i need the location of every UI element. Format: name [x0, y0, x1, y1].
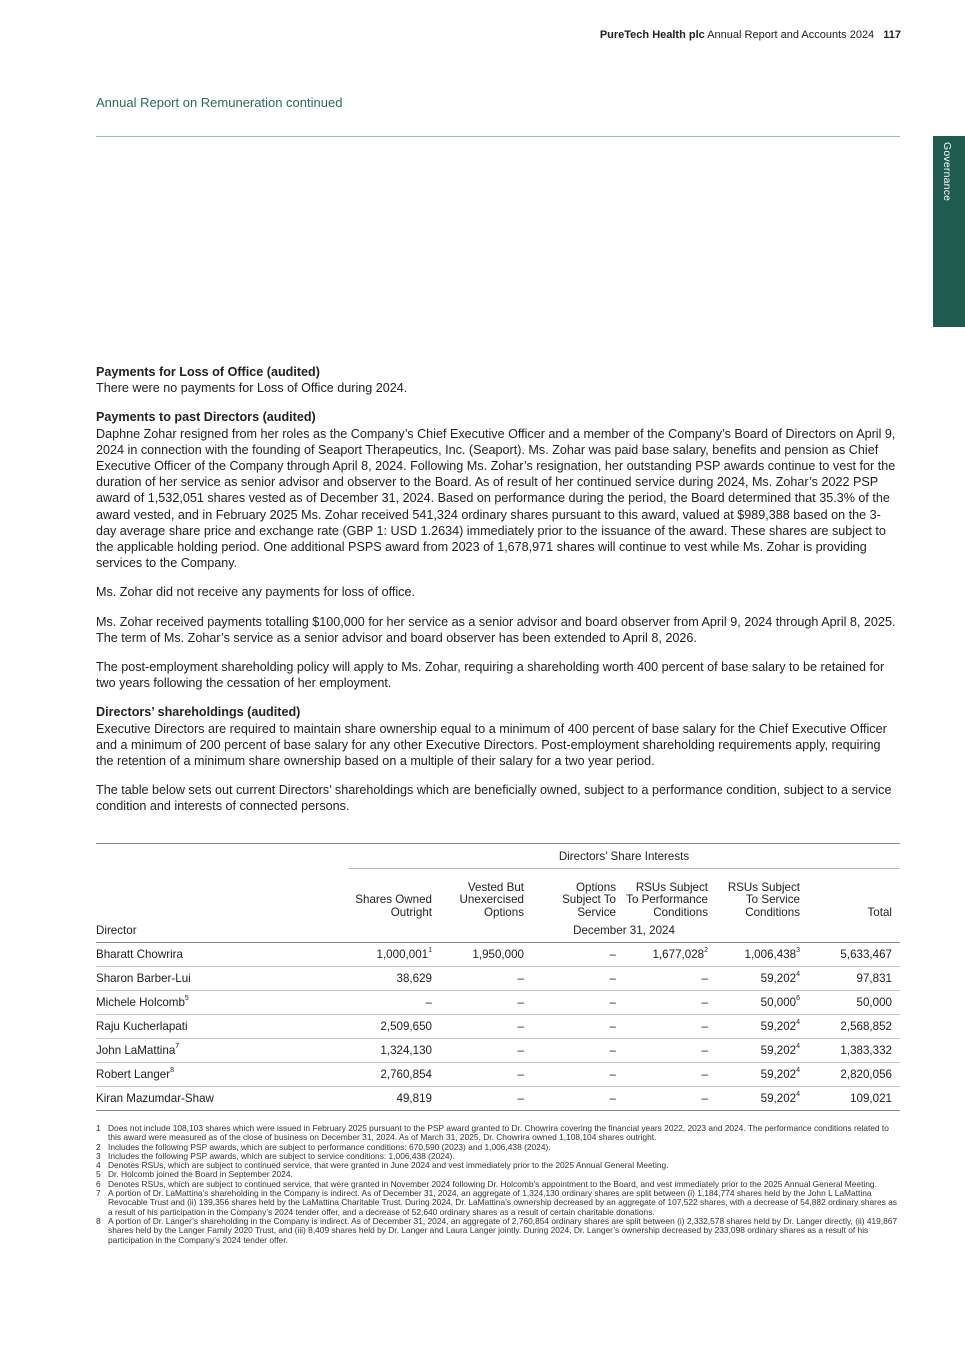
side-tab-label: Governance: [941, 142, 953, 202]
footnote-number: 4: [96, 1160, 101, 1171]
director-label: Director: [96, 919, 348, 943]
footnote-number: 6: [96, 1178, 101, 1189]
table-cell: –: [432, 991, 524, 1015]
table-cell: 1,677,028$^2$: [616, 943, 708, 967]
table-cell: 1,324,130: [348, 1039, 432, 1063]
director-name: Robert Langer$^8$: [96, 1063, 348, 1087]
table-cell: –: [524, 943, 616, 967]
past-directors-para-2: Ms. Zohar did not receive any payments for loss of office.: [96, 585, 415, 600]
table-cell: –: [348, 991, 432, 1015]
table-row: [96, 991, 900, 1015]
table-cell: 59,202$^4$: [708, 1039, 800, 1063]
footnote-text: Includes the following PSP awards, which are subject to performance conditions: 670,590 (2023) and 1,006,438 (2024).: [108, 1141, 551, 1152]
company-name: PureTech Health plc: [599, 29, 705, 41]
column-header: RSUs Subject To Service Conditions: [727, 880, 800, 919]
table-cell: 2,568,852: [800, 1015, 900, 1039]
table-cell: –: [616, 967, 708, 991]
director-name: Raju Kucherlapati: [96, 1015, 348, 1039]
table-cell: –: [432, 1087, 524, 1111]
column-header: Total: [867, 905, 892, 919]
date-label: December 31, 2024: [348, 919, 900, 943]
section-title: Annual Report on Remuneration continued: [96, 95, 343, 110]
table-director-date-row: [96, 919, 900, 943]
footnote-text: Denotes RSUs, which are subject to continued service, that were granted in November 2024 following Dr. Holcomb’s appointment to the Board, and vest immediately prior to the 2025 Annual General Meeting.: [108, 1178, 877, 1189]
column-header: Shares Owned Outright: [355, 893, 432, 919]
table-group-header-row: [96, 844, 900, 869]
footnote-number: 3: [96, 1150, 101, 1161]
footnote-number: 8: [96, 1215, 101, 1226]
table-cell: –: [432, 967, 524, 991]
director-name: Michele Holcomb$^5$: [96, 991, 348, 1015]
past-directors-para-3: Ms. Zohar received payments totalling $100,000 for her service as a senior advisor and board observer from April 9, 2024 through April 8, 2025. The term of Ms. Zohar’s service as a senior advisor and board observer has been extended to April 8, 2026.: [96, 614, 896, 645]
table-cell: 59,202$^4$: [708, 1087, 800, 1111]
table-row: [96, 943, 900, 967]
table-cell: –: [524, 1039, 616, 1063]
footnote-number: 5: [96, 1169, 101, 1180]
table-cell: 97,831: [800, 967, 900, 991]
table-cell: 50,000: [800, 991, 900, 1015]
table-cell: 49,819: [348, 1087, 432, 1111]
table-cell: 38,629: [348, 967, 432, 991]
report-title: Annual Report and Accounts 2024: [707, 29, 875, 41]
table-cell: –: [524, 1087, 616, 1111]
shareholdings-para-2: The table below sets out current Directors’ shareholdings which are beneficially owned, subject to a performance condition, subject to a service condition and interests of connected persons.: [96, 783, 892, 814]
table-cell: –: [432, 1063, 524, 1087]
column-header: Options Subject To Service: [562, 880, 616, 919]
table-cell: –: [524, 967, 616, 991]
table-cell: –: [524, 1063, 616, 1087]
table-cell: –: [524, 1015, 616, 1039]
table-cell: 2,760,854: [348, 1063, 432, 1087]
director-name: Bharatt Chowrira: [96, 943, 348, 967]
table-cell: 1,383,332: [800, 1039, 900, 1063]
footnote-text: Dr. Holcomb joined the Board in September 2024.: [108, 1169, 293, 1180]
column-header: Vested But Unexercised Options: [459, 880, 524, 919]
table-row: [96, 1063, 900, 1087]
side-tab-governance[interactable]: [933, 136, 965, 327]
table-cell: –: [616, 1087, 708, 1111]
footnote-text: Does not include 108,103 shares which were issued in February 2025 pursuant to the PSP award granted to Dr. Chowrira covering the financial years 2022, 2023 and 2024. The performance conditions related to this award were measured as of the close of business on December 31, 2024. As of March 31, 2025, Dr. Chowrira owned 1,108,104 shares outright.: [108, 1123, 889, 1143]
column-header: RSUs Subject To Performance Conditions: [626, 880, 708, 919]
footnote-number: 7: [96, 1188, 101, 1199]
footnote-text: A portion of Dr. LaMattina’s shareholding in the Company is indirect. As of December 31, 2024, an aggregate of 1,324,130 ordinary shares are split between (i) 1,184,774 shares held by the John L LaMattina Revocable Trust and (ii) 139,356 shares held by the LaMattina Charitable Trust. During 2024, Dr. LaMattina’s ownership decreased by an aggregate of 107,522 shares, with a decrease of 54,882 ordinary shares as a result of his participation in the Company’s 2024 tender offer, and a decrease of 52,640 ordinary shares as a result of certain charitable donations.: [108, 1188, 897, 1217]
table-cell: –: [432, 1039, 524, 1063]
footnote-text: Denotes RSUs, which are subject to continued service, that were granted in June 2024 and vest immediately prior to the 2025 Annual General Meeting.: [108, 1160, 669, 1171]
table-row: [96, 1087, 900, 1111]
director-name: Sharon Barber-Lui: [96, 967, 348, 991]
shareholdings-table: [96, 843, 900, 1111]
table-cell: 59,202$^4$: [708, 1015, 800, 1039]
footnote: [96, 1217, 902, 1245]
footnotes: [96, 1124, 902, 1245]
shareholdings-para-1: Executive Directors are required to maintain share ownership equal to a minimum of 400 percent of base salary for the Chief Executive Officer and a minimum of 200 percent of base salary for any other Executive Directors. Post-employment shareholding requirements apply, requiring the retention of a minimum share ownership based on a multiple of their salary for a two year period.: [96, 721, 887, 769]
table-cell: 1,006,438$^3$: [708, 943, 800, 967]
table-column-header-row: [96, 869, 900, 920]
table-row: [96, 1015, 900, 1039]
table-cell: –: [432, 1015, 524, 1039]
footnote-number: 1: [96, 1123, 101, 1133]
footnote-text: A portion of Dr. Langer’s shareholding in the Company is indirect. As of December 31, 2024, an aggregate of 2,760,854 ordinary shares are split between (i) 2,332,578 shares held by Dr. Langer directly, (ii) 419,867 shares held by the Langer Family 2020 Trust, and (iii) 8,409 shares held by Dr. Langer and Laura Langer jointly. During 2024, Dr. Langer’s ownership decreased by 233,098 ordinary shares as a result of his participation in the Company’s 2024 tender offer.: [108, 1215, 898, 1245]
footnote-number: 2: [96, 1141, 101, 1152]
table-group-header: Directors’ Share Interests: [348, 844, 900, 869]
past-directors-para-4: The post-employment shareholding policy will apply to Ms. Zohar, requiring a shareholding worth 400 percent of base salary to be retained for two years following the cessation of her employment.: [96, 660, 885, 691]
footnote: [96, 1124, 902, 1143]
loss-of-office-text: There were no payments for Loss of Office during 2024.: [96, 381, 408, 396]
table-cell: 59,202$^4$: [708, 1063, 800, 1087]
table-cell: –: [616, 1039, 708, 1063]
table-cell: 59,202$^4$: [708, 967, 800, 991]
table-cell: 1,950,000: [432, 943, 524, 967]
past-directors-heading: Payments to past Directors (audited): [96, 410, 316, 425]
loss-of-office-heading: Payments for Loss of Office (audited): [96, 365, 320, 379]
shareholdings-heading: Directors’ shareholdings (audited): [96, 705, 301, 720]
table-row: [96, 1039, 900, 1063]
table-cell: 50,000$^6$: [708, 991, 800, 1015]
table-cell: 109,021: [800, 1087, 900, 1111]
director-name: Kiran Mazumdar-Shaw: [96, 1087, 348, 1111]
body-text: [96, 364, 900, 815]
table-cell: 1,000,001$^1$: [348, 943, 432, 967]
footnote: [96, 1189, 902, 1217]
footnote-text: Includes the following PSP awards, which are subject to service conditions: 1,006,438 (2024).: [108, 1150, 455, 1161]
table-cell: –: [524, 991, 616, 1015]
page-header: [600, 29, 901, 41]
header-divider: [96, 136, 900, 137]
page-number: 117: [883, 29, 901, 41]
table-cell: 2,820,056: [800, 1063, 900, 1087]
table-cell: 5,633,467: [800, 943, 900, 967]
director-name: John LaMattina$^7$: [96, 1039, 348, 1063]
table-cell: –: [616, 991, 708, 1015]
table-body: [96, 943, 900, 1111]
table-cell: –: [616, 1015, 708, 1039]
table-row: [96, 967, 900, 991]
table-cell: –: [616, 1063, 708, 1087]
past-directors-para-1: Daphne Zohar resigned from her roles as the Company’s Chief Executive Officer and a member of the Company’s Board of Directors on April 9, 2024 in connection with the founding of Seaport Therapeutics, Inc. (Seaport). Ms. Zohar was paid base salary, benefits and pension as Chief Executive Officer of the Company through April 8, 2024. Following Ms. Zohar’s resignation, her outstanding PSP awards continue to vest for the duration of her service as senior advisor and observer to the Board. As of result of her continued service during 2024, Ms. Zohar’s 2022 PSP award of 1,532,051 shares vested as of December 31, 2024. Based on performance during the period, the Board determined that 35.3% of the award vested, and in February 2025 Ms. Zohar received 541,324 ordinary shares pursuant to this award, valued at $989,388 based on the 3-day average share price and exchange rate (GBP 1: USD 1.2634) immediately prior to the issuance of the award. These shares are subject to the applicable holding period. One additional PSPS award from 2023 of 1,678,971 shares will continue to vest while Ms. Zohar is providing services to the Company.: [96, 426, 896, 571]
table-cell: 2,509,650: [348, 1015, 432, 1039]
